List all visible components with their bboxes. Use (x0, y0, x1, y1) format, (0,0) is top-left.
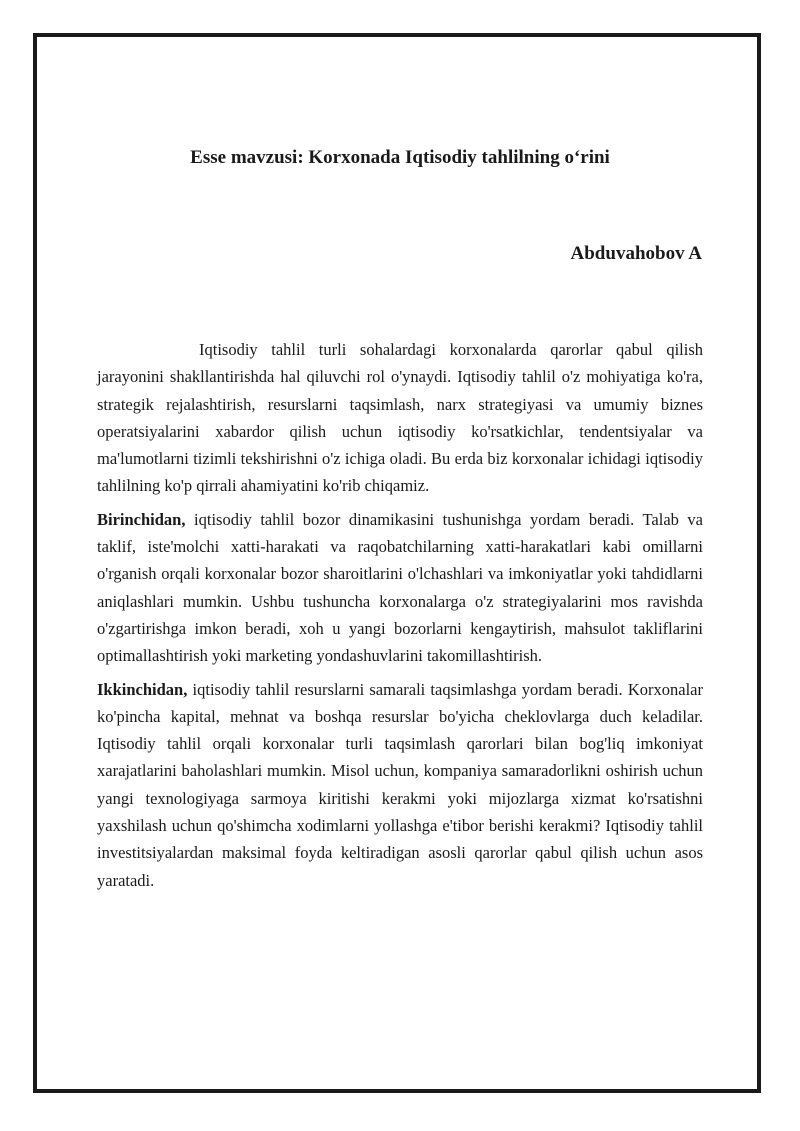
essay-body (97, 336, 703, 900)
paragraph-text: iqtisodiy tahlil bozor dinamikasini tushunishga yordam beradi. Talab va taklif, iste'molchi xatti-harakati va raqobatchilarning xatti-harakatlari kabi omillarni o'rganish orqali korxonalar bozor sharoitlarini o'lchashlari va imkoniyatlar yoki tahdidlarni aniqlashlari mumkin. Ushbu tushuncha korxonalarga o'z strategiyalarini mos ravishda o'zgartirishga imkon beradi, xoh u yangi bozorlarni kengaytirish, mahsulot takliflarini optimallashtirish yoki marketing yondashuvlarini takomillashtirish. (97, 509, 703, 666)
author-name: Abduvahobov A (570, 243, 702, 264)
paragraph-lead: Birinchidan, (97, 509, 186, 529)
paragraph-lead: Ikkinchidan, (97, 679, 188, 699)
essay-title: Esse mavzusi: Korxonada Iqtisodiy tahlilning o‘rini (190, 147, 610, 168)
paragraph-intro (97, 336, 703, 500)
paragraph-first-point (97, 506, 703, 670)
paragraph-text: Iqtisodiy tahlil turli sohalardagi korxonalarda qarorlar qabul qilish jarayonini shakllantirishda hal qiluvchi rol o'ynaydi. Iqtisodiy tahlil o'z mohiyatiga ko'ra, strategik rejalashtirish, resurslarni taqsimlash, narx strategiyasi va umumiy biznes operatsiyalarini xabardor qilish uchun iqtisodiy ko'rsatkichlar, tendentsiyalar va ma'lumotlarni tizimli tekshirishni o'z ichiga oladi. Bu erda biz korxonalar ichidagi iqtisodiy tahlilning ko'p qirrali ahamiyatini ko'rib chiqamiz. (97, 340, 703, 496)
paragraph-second-point (97, 676, 703, 894)
paragraph-text: iqtisodiy tahlil resurslarni samarali taqsimlashga yordam beradi. Korxonalar ko'pincha kapital, mehnat va boshqa resurslar bo'yicha cheklovlarga duch keladilar. Iqtisodiy tahlil orqali korxonalar turli taqsimlash qarorlari bilan bog'liq imkoniyat xarajatlarini baholashlari mumkin. Misol uchun, kompaniya samaradorlikni oshirish uchun yangi texnologiyaga sarmoya kiritishi kerakmi yoki mijozlarga xizmat ko'rsatishni yaxshilash uchun qo'shimcha xodimlarni yollashga e'tibor berishi kerakmi? Iqtisodiy tahlil investitsiyalardan maksimal foyda keltiradigan asosli qarorlar qabul qilish uchun asos yaratadi. (97, 679, 703, 890)
